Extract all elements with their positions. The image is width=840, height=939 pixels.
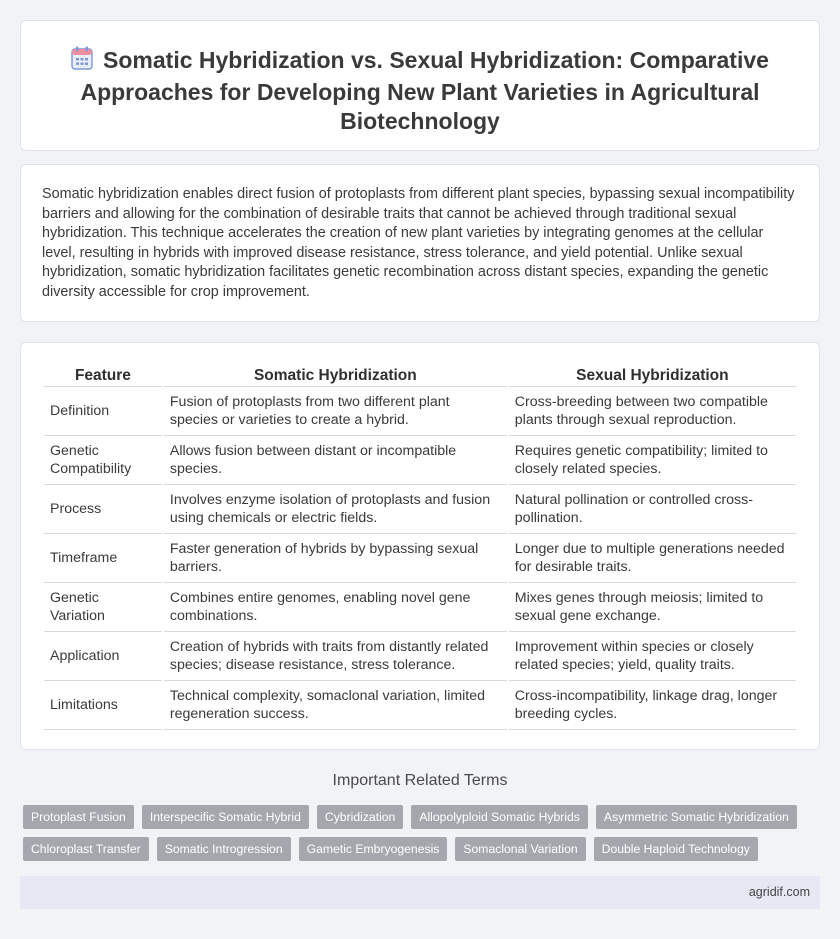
table-row: [44, 485, 796, 534]
sexual-cell: Requires genetic compatibility; limited to closely related species.: [509, 436, 796, 485]
feature-cell: Genetic Variation: [44, 583, 162, 632]
tag-row-2: [23, 837, 813, 861]
page-title-text: Somatic Hybridization vs. Sexual Hybridization: Comparative Approaches for Developing New Plant Varieties in Agricultural Biotechnology: [80, 47, 769, 134]
somatic-cell: Fusion of protoplasts from two different plant species or varieties to create a hybrid.: [164, 387, 507, 436]
table-row: [44, 632, 796, 681]
tag-somatic-introgression[interactable]: Somatic Introgression: [157, 837, 291, 861]
somatic-cell: Faster generation of hybrids by bypassing sexual barriers.: [164, 534, 507, 583]
somatic-cell: Creation of hybrids with traits from distantly related species; disease resistance, stress tolerance.: [164, 632, 507, 681]
tag-chloroplast-transfer[interactable]: Chloroplast Transfer: [23, 837, 149, 861]
sexual-cell: Cross-incompatibility, linkage drag, longer breeding cycles.: [509, 681, 796, 730]
intro-paragraph: Somatic hybridization enables direct fusion of protoplasts from different plant species, bypassing sexual incompatibility barriers and allowing for the combination of desirable traits that cannot be achieved through traditional sexual hybridization. This technique accelerates the creation of new plant varieties by integrating genomes at the cellular level, resulting in hybrids with improved disease resistance, stress tolerance, and yield potential. Unlike sexual hybridization, somatic hybridization facilitates genetic recombination across distant species, expanding the genetic diversity accessible for crop improvement.: [42, 186, 795, 300]
table-row: [44, 387, 796, 436]
comparison-table: [42, 363, 798, 730]
tag-somaclonal-variation[interactable]: Somaclonal Variation: [455, 837, 585, 861]
somatic-cell: Combines entire genomes, enabling novel gene combinations.: [164, 583, 507, 632]
related-terms-tags: [23, 805, 813, 869]
table-row: [44, 534, 796, 583]
sexual-cell: Natural pollination or controlled cross-pollination.: [509, 485, 796, 534]
header-feature: Feature: [44, 363, 162, 387]
sexual-cell: Longer due to multiple generations needed for desirable traits.: [509, 534, 796, 583]
tag-protoplast-fusion[interactable]: Protoplast Fusion: [23, 805, 134, 829]
somatic-cell: Involves enzyme isolation of protoplasts and fusion using chemicals or electric fields.: [164, 485, 507, 534]
related-terms-title: Important Related Terms: [332, 772, 508, 789]
feature-cell: Definition: [44, 387, 162, 436]
tag-row-1: [23, 805, 813, 829]
tag-gametic-embryogenesis[interactable]: Gametic Embryogenesis: [299, 837, 448, 861]
somatic-cell: Allows fusion between distant or incompatible species.: [164, 436, 507, 485]
header-somatic: Somatic Hybridization: [164, 363, 507, 387]
feature-cell: Limitations: [44, 681, 162, 730]
tag-cybridization[interactable]: Cybridization: [317, 805, 403, 829]
table-row: [44, 436, 796, 485]
tag-interspecific-somatic-hybrid[interactable]: Interspecific Somatic Hybrid: [142, 805, 309, 829]
comparison-table-card: [20, 342, 820, 750]
calendar-icon: [71, 46, 93, 78]
somatic-cell: Technical complexity, somaclonal variation, limited regeneration success.: [164, 681, 507, 730]
table-header-row: [44, 363, 796, 387]
header-sexual: Sexual Hybridization: [509, 363, 796, 387]
intro-card: [20, 164, 820, 322]
table-row: [44, 583, 796, 632]
tag-allopolyploid-somatic-hybrids[interactable]: Allopolyploid Somatic Hybrids: [411, 805, 588, 829]
sexual-cell: Improvement within species or closely related species; yield, quality traits.: [509, 632, 796, 681]
tag-double-haploid-technology[interactable]: Double Haploid Technology: [594, 837, 758, 861]
page-title: [51, 46, 789, 137]
footer: [20, 876, 820, 909]
title-card: [20, 20, 820, 151]
feature-cell: Timeframe: [44, 534, 162, 583]
tag-asymmetric-somatic-hybridization[interactable]: Asymmetric Somatic Hybridization: [596, 805, 797, 829]
sexual-cell: Cross-breeding between two compatible plants through sexual reproduction.: [509, 387, 796, 436]
feature-cell: Genetic Compatibility: [44, 436, 162, 485]
footer-site[interactable]: agridif.com: [748, 885, 810, 899]
sexual-cell: Mixes genes through meiosis; limited to sexual gene exchange.: [509, 583, 796, 632]
feature-cell: Application: [44, 632, 162, 681]
feature-cell: Process: [44, 485, 162, 534]
table-row: [44, 681, 796, 730]
